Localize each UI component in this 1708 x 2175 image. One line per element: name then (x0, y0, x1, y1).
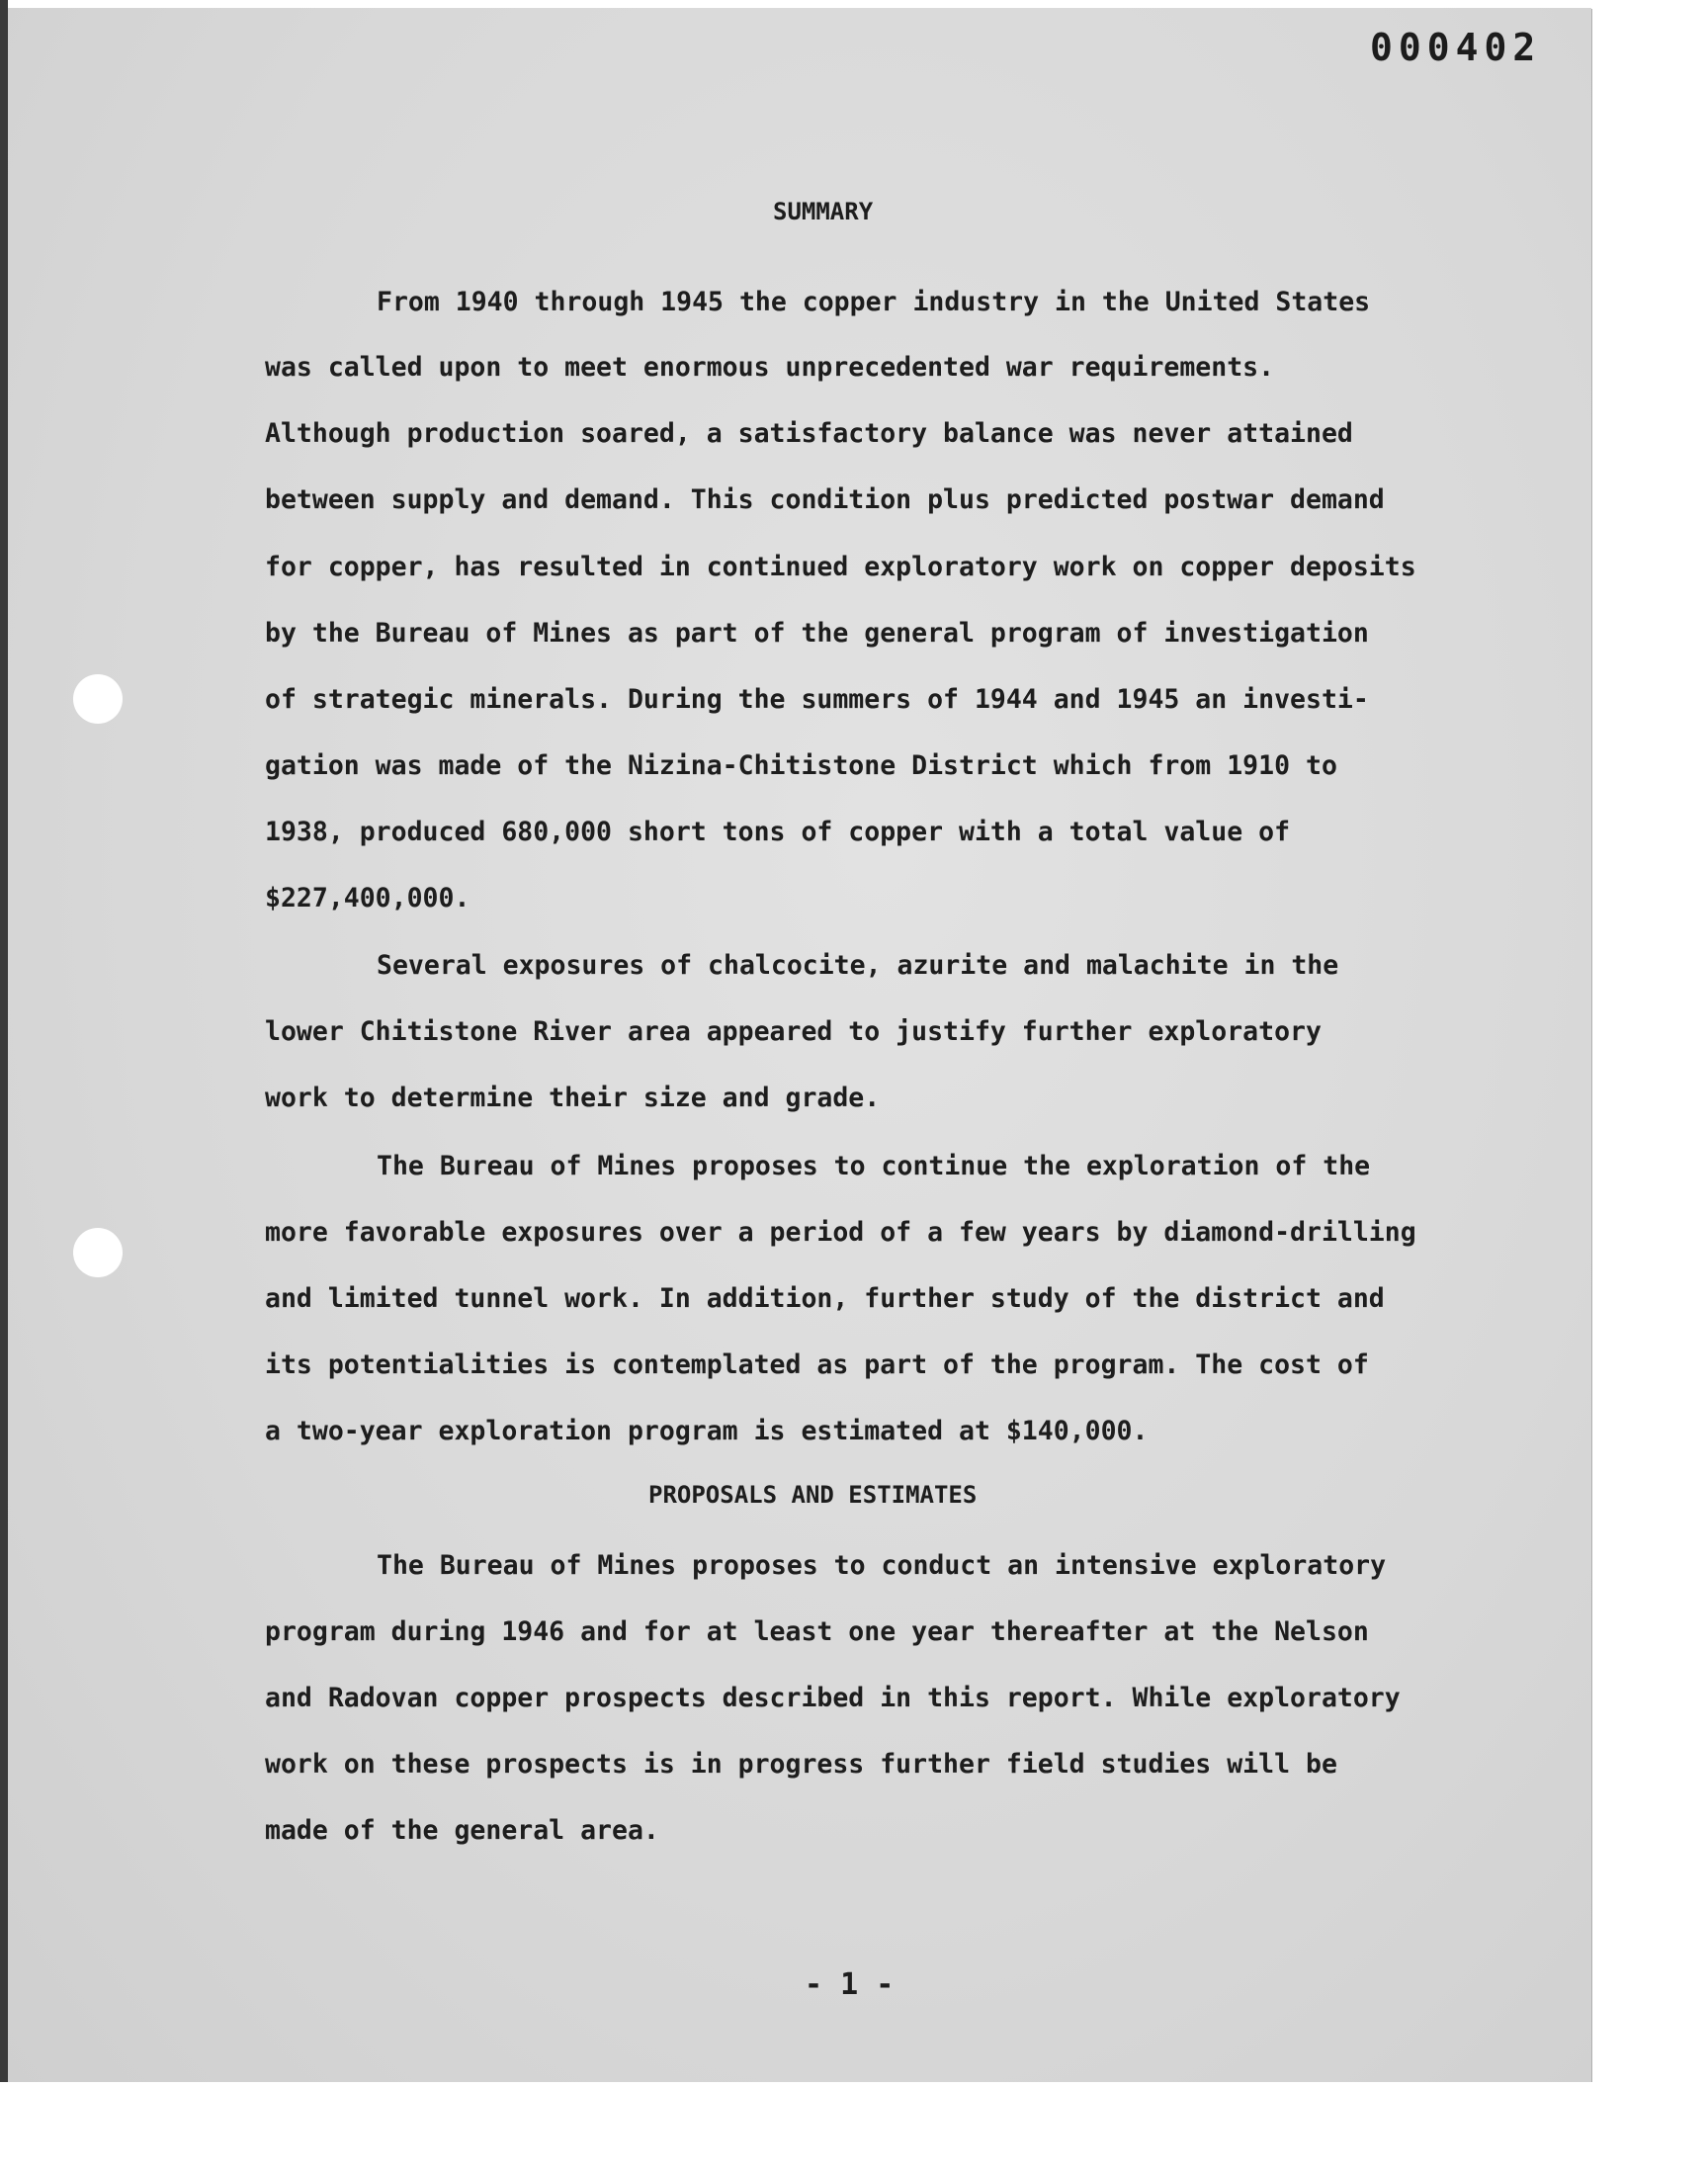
proposals-p1-line: program during 1946 and for at least one year thereafter at the Nelson (265, 1616, 1369, 1647)
summary-p3-line: more favorable exposures over a period of a few years by diamond-drilling (265, 1217, 1416, 1248)
proposals-p1-line: The Bureau of Mines proposes to conduct an intensive exploratory (377, 1550, 1387, 1581)
summary-p1-line: by the Bureau of Mines as part of the general program of investigation (265, 618, 1369, 649)
summary-p1-line: for copper, has resulted in continued exploratory work on copper deposits (265, 552, 1416, 582)
proposals-p1-line: and Radovan copper prospects described in this report. While exploratory (265, 1683, 1401, 1713)
document-number: 000402 (1370, 26, 1542, 69)
summary-p1-line: 1938, produced 680,000 short tons of copper with a total value of (265, 817, 1291, 847)
summary-p1-line: was called upon to meet enormous unprecedented war requirements. (265, 352, 1275, 383)
summary-p2-line: Several exposures of chalcocite, azurite and malachite in the (377, 950, 1339, 981)
summary-p3-line: its potentialities is contemplated as part of the program. The cost of (265, 1349, 1369, 1380)
proposals-p1-line: made of the general area. (265, 1815, 659, 1846)
scan-margin (0, 2082, 1708, 2175)
page-number: - 1 - (805, 1967, 895, 2002)
summary-p1-line: gation was made of the Nizina-Chitistone District which from 1910 to (265, 750, 1337, 781)
summary-p3-line: and limited tunnel work. In addition, further study of the district and (265, 1283, 1385, 1314)
punch-hole-top (73, 674, 123, 724)
summary-p1-line: From 1940 through 1945 the copper industry in the United States (377, 287, 1371, 317)
summary-p2-line: work to determine their size and grade. (265, 1083, 881, 1113)
proposals-heading: PROPOSALS AND ESTIMATES (648, 1481, 978, 1509)
proposals-p1-line: work on these prospects is in progress further field studies will be (265, 1749, 1337, 1780)
summary-p2-line: lower Chitistone River area appeared to justify further exploratory (265, 1016, 1322, 1047)
summary-p1-line: Although production soared, a satisfactory balance was never attained (265, 418, 1353, 449)
summary-p1-line: between supply and demand. This condition plus predicted postwar demand (265, 484, 1385, 515)
summary-p3-line: a two-year exploration program is estimated at $140,000. (265, 1416, 1149, 1446)
summary-p3-line: The Bureau of Mines proposes to continue the exploration of the (377, 1151, 1371, 1181)
document-page (8, 8, 1591, 2082)
summary-p1-line: of strategic minerals. During the summers of 1944 and 1945 an investi- (265, 684, 1369, 715)
scan-edge (0, 0, 8, 2175)
punch-hole-bottom (73, 1228, 123, 1277)
summary-heading: SUMMARY (773, 198, 874, 225)
summary-p1-line: $227,400,000. (265, 883, 470, 914)
